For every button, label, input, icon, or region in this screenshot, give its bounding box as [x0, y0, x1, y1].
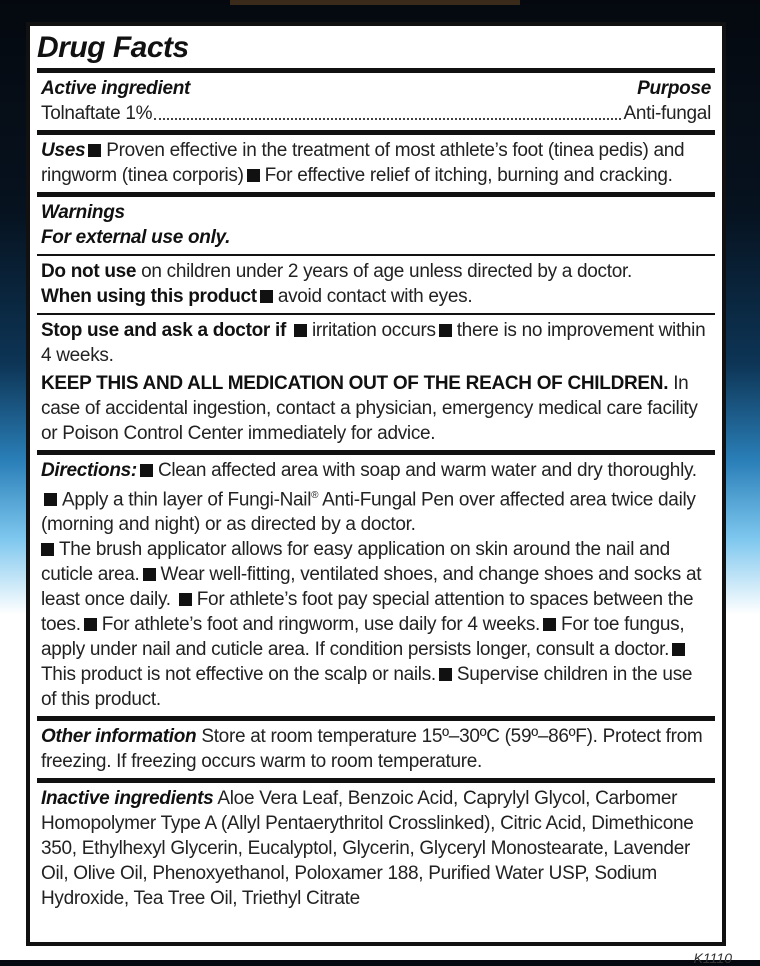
drug-facts-title: Drug Facts [37, 31, 189, 64]
warnings-section [37, 192, 715, 254]
directions-item: For athlete’s foot and ringworm, use daily for 4 weeks. [101, 614, 541, 636]
bullet-square [143, 568, 156, 581]
bullet-square [247, 169, 260, 182]
directions-item: Clean affected area with soap and warm water and dry thoroughly. [157, 460, 697, 481]
active-ingredient-heading: Active ingredient [41, 78, 191, 99]
bullet-square [88, 144, 101, 157]
directions-item: For toe fungus, apply under nail and cuticle area. If condition persists longer, consult a doctor. [41, 614, 685, 661]
do-not-use-section [37, 254, 715, 313]
bullet-square [294, 324, 307, 337]
bullet-square [439, 668, 452, 681]
stop-use-item: irritation occurs [311, 320, 436, 341]
directions-item: Supervise children in the use of this product. [41, 664, 693, 711]
directions-heading: Directions: [41, 460, 137, 481]
inactive-ingredients-section [37, 778, 715, 915]
when-using-heading: When using this product [41, 286, 257, 307]
bullet-square [84, 618, 97, 631]
directions-item: This product is not effective on the scalp or nails. [41, 664, 436, 686]
ingredient-purpose: Anti-fungal [623, 103, 711, 124]
directions-item: Apply a thin layer of Fungi-Nail [62, 489, 312, 511]
purpose-heading: Purpose [637, 78, 711, 99]
uses-item: For effective relief of itching, burning and cracking. [264, 165, 673, 186]
product-code: K1110 [693, 950, 732, 966]
leader-dots [154, 118, 621, 120]
other-information-section [37, 716, 715, 778]
uses-item: Proven effective in the treatment of most athlete’s foot (tinea pedis) and ringworm (tinea corporis) [41, 140, 685, 186]
warnings-heading: Warnings [41, 202, 125, 223]
bullet-square [140, 464, 153, 477]
bullet-square [672, 643, 685, 656]
stop-use-item: there is no improvement within 4 weeks. [41, 320, 706, 366]
uses-heading: Uses [41, 140, 86, 161]
directions-section [37, 450, 715, 716]
when-using-text: avoid contact with eyes. [277, 286, 473, 307]
drug-facts-panel [26, 22, 726, 946]
ingredient-name: Tolnaftate 1% [41, 103, 153, 124]
bullet-square [179, 593, 192, 606]
bullet-square [260, 290, 273, 303]
uses-section [37, 130, 715, 192]
registered-mark: ® [311, 490, 319, 501]
bullet-square [41, 543, 54, 556]
directions-item: Anti-Fungal Pen over affected area twice daily (morning and night) or as directed by a doctor. [41, 489, 696, 536]
package-edge-strip [230, 0, 520, 5]
do-not-use-text: on children under 2 years of age unless directed by a doctor. [141, 261, 632, 282]
bullet-square [543, 618, 556, 631]
stop-use-section [37, 313, 715, 450]
directions-item: The brush applicator allows for easy application on skin around the nail and cuticle area. [41, 539, 670, 586]
external-use-text: For external use only. [41, 227, 231, 248]
inactive-ingredients-text: Aloe Vera Leaf, Benzoic Acid, Caprylyl Glycol, Carbomer Homopolymer Type A (Allyl Pentaerythritol Crosslinked), Citric Acid, Dimethicone 350, Ethylhexyl Glycerin, Eucalyptol, Glycerin, Glyceryl Monostearate, Lavender Oil, Olive Oil, Phenoxyethanol, Poloxamer 188, Purified Water USP, Sodium Hydroxide, Tea Tree Oil, Triethyl Citrate [41, 788, 694, 910]
active-ingredient-section [37, 68, 715, 130]
other-information-text: Store at room temperature 15º–30ºC (59º–86ºF). Protect from freezing. If freezing occurs warm to room temperature. [41, 726, 703, 773]
bullet-square [44, 493, 57, 506]
do-not-use-heading: Do not use [41, 261, 137, 282]
other-information-heading: Other information [41, 726, 197, 748]
keep-away-heading: KEEP THIS AND ALL MEDICATION OUT OF THE REACH OF CHILDREN. [41, 373, 669, 394]
directions-item: Wear well-fitting, ventilated shoes, and change shoes and socks at least once daily. [41, 564, 702, 611]
keep-away-text: In case of accidental ingestion, contact a physician, emergency medical care facility or Poison Control Center immediately for advice. [41, 373, 698, 444]
inactive-ingredients-heading: Inactive ingredients [41, 788, 214, 810]
stop-use-heading: Stop use and ask a doctor if [41, 320, 286, 341]
bullet-square [439, 324, 452, 337]
directions-item: For athlete’s foot pay special attention to spaces between the toes. [41, 589, 694, 636]
